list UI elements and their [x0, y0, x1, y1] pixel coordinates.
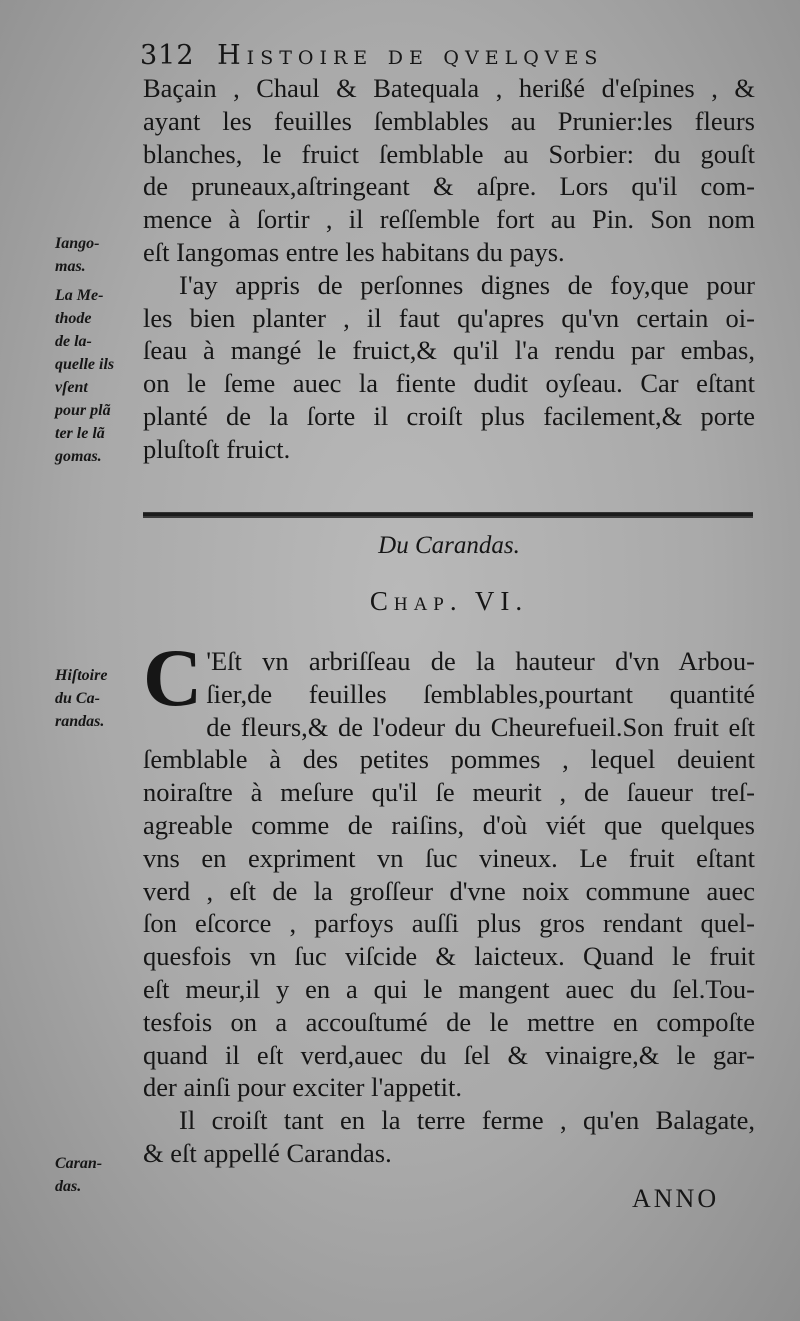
text-line: quand il eſt verd,auec du ſel & vinaigre,& le gar-: [143, 1039, 755, 1070]
margin-note-methode: [55, 284, 135, 468]
margin-note-line: Caran-: [55, 1155, 103, 1172]
margin-note-jangomas: [55, 232, 135, 278]
margin-note-line: ter le lã: [55, 425, 105, 442]
margin-note-histoire: [55, 664, 135, 733]
chapter-paragraphs: [143, 632, 755, 1170]
text-line: blanches, le fruict ſemblable au Sorbier: du gouſt: [143, 138, 755, 169]
margin-note-line: randas.: [55, 713, 105, 730]
text-line: ſemblable à des petites pommes , lequel deuient: [143, 744, 755, 775]
text-line: verd , eſt de la groſſeur d'vne noix commune auec: [143, 875, 755, 906]
text-line: Baçain , Chaul & Batequala , herißé d'eſpines , &: [143, 73, 755, 103]
margin-note-line: Hiſtoire: [55, 667, 108, 684]
margin-note-line: vſent: [55, 379, 88, 396]
top-paragraphs: [143, 72, 755, 466]
text-line: ſier,de feuilles ſemblables,pourtant quantité: [206, 678, 755, 709]
text-line: de pruneaux,aſtringeant & aſpre. Lors qu'il com-: [143, 171, 755, 202]
catchword: ANNO: [632, 1184, 720, 1213]
text-line: vns en expriment vn ſuc vineux. Le fruit eſtant: [143, 842, 755, 873]
text-line: pluſtoſt fruict.: [143, 433, 291, 464]
running-head: [140, 40, 760, 71]
text-line: tesfois on a accouſtumé de le mettre en compoſte: [143, 1006, 755, 1037]
text-line: ſeau à mangé le fruict,& qu'il l'a rendu par embas,: [143, 335, 755, 366]
margin-note-line: gomas.: [55, 448, 102, 465]
margin-note-line: das.: [55, 1178, 82, 1195]
text-line: der ainſi pour exciter l'appetit.: [143, 1072, 462, 1103]
page-number: 312: [140, 40, 195, 71]
text-line: ayant les feuilles ſemblables au Prunier:les fleurs: [143, 105, 755, 136]
margin-note-line: mas.: [55, 258, 86, 275]
text-line: 'Eſt vn arbriſſeau de la hauteur d'vn Arbou-: [206, 646, 755, 676]
drop-cap: C: [143, 632, 203, 723]
text-line: eſt meur,il y en a qui le mangent auec du ſel.Tou-: [143, 973, 755, 1004]
margin-note-line: du Ca-: [55, 690, 100, 707]
text-line: I'ay appris de perſonnes dignes de foy,que pour: [179, 269, 755, 300]
chapter-title: Chap. VI.: [369, 586, 529, 616]
margin-note-line: La Me-: [55, 287, 104, 304]
text-line: noiraſtre à meſure qu'il ſe meurit , de ſaueur treſ-: [143, 777, 755, 808]
text-line: agreable comme de raiſins, d'où viét que quelques: [143, 809, 755, 840]
text-line: eſt Iangomas entre les habitans du pays.: [143, 236, 565, 267]
margin-note-line: de la-: [55, 333, 92, 350]
text-line: de fleurs,& de l'odeur du Cheurefueil.Son fruit eſt: [206, 711, 755, 742]
text-line: on le ſeme auec la fiente dudit oyſeau. Car eſtant: [143, 368, 755, 399]
section-rule: [143, 512, 753, 518]
text-line: les bien planter , il faut qu'apres qu'vn certain oi-: [143, 302, 755, 333]
text-line: ſon eſcorce , parfoys auſſi plus gros rendant quel-: [143, 908, 755, 939]
text-line: Il croiſt tant en la terre ferme , qu'en Balagate,: [179, 1105, 755, 1136]
section-title: Du Carandas.: [378, 532, 520, 559]
margin-note-carandas: [55, 1152, 135, 1198]
text-line: planté de la ſorte il croiſt plus facilement,& porte: [143, 400, 755, 431]
running-title: Histoire de qvelqves: [217, 40, 604, 71]
text-line: mence à ſortir , il reſſemble fort au Pin. Son nom: [143, 204, 755, 235]
text-line: & eſt appellé Carandas.: [143, 1137, 392, 1168]
margin-note-line: thode: [55, 310, 92, 327]
margin-note-line: pour plã: [55, 402, 111, 419]
margin-note-line: Iango-: [55, 235, 100, 252]
margin-note-line: quelle ils: [55, 356, 115, 373]
text-line: quesfois vn ſuc viſcide & laicteux. Quand le fruit: [143, 941, 755, 972]
